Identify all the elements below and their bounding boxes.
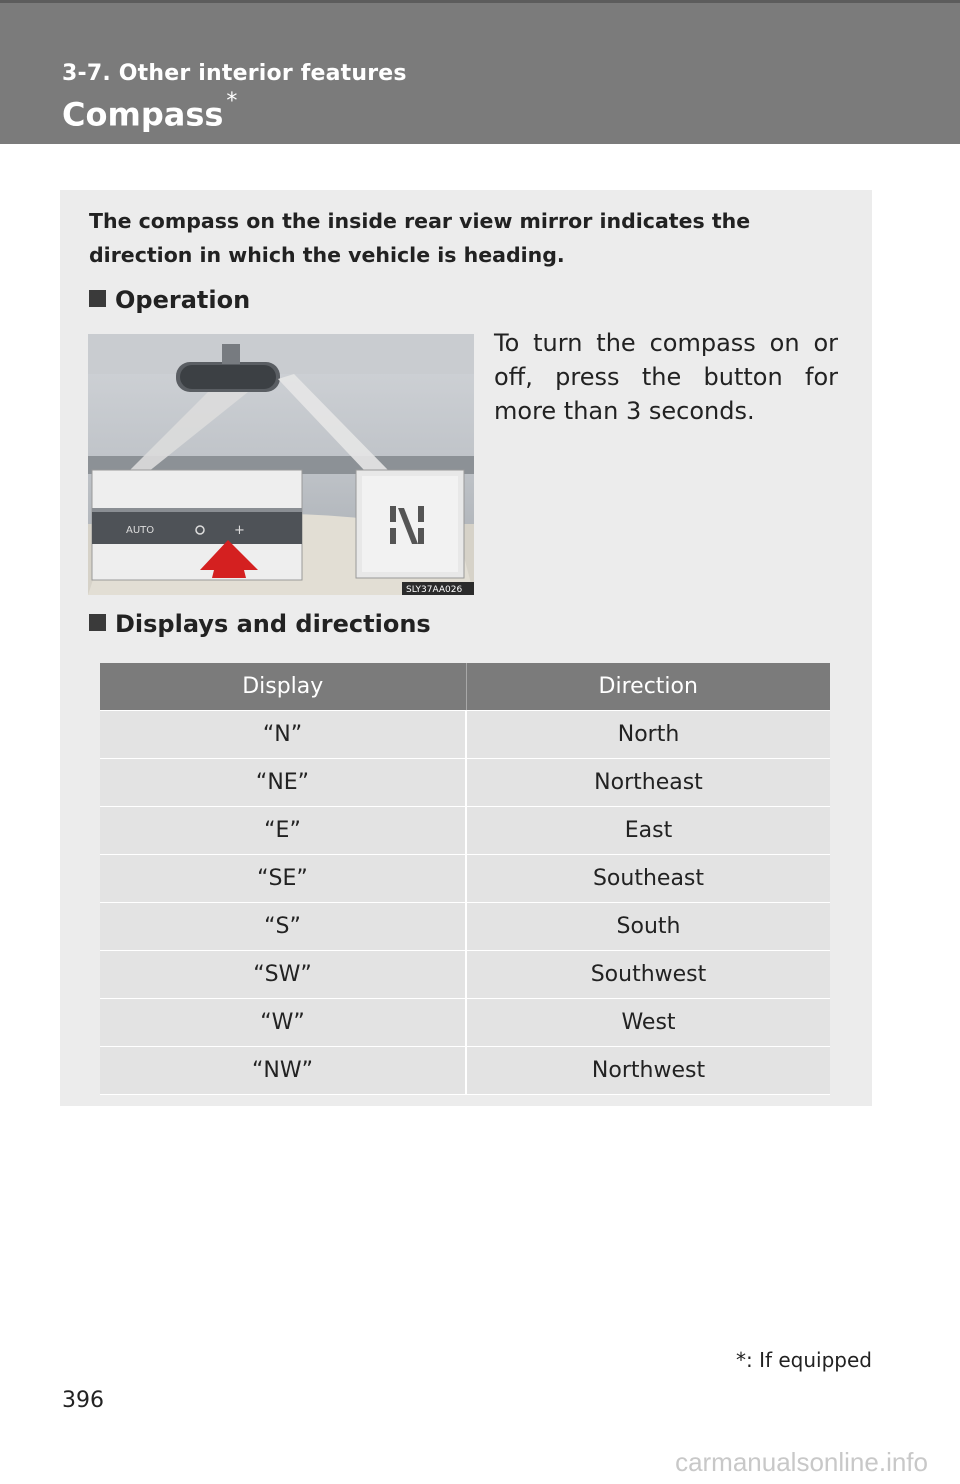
equipped-mark: * — [226, 89, 238, 114]
operation-text: To turn the compass on or off, press the button for more than 3 seconds. — [494, 329, 838, 425]
displays-heading-text: Displays and directions — [115, 610, 431, 638]
display-cell: “SW” — [100, 951, 466, 999]
display-cell: “SE” — [100, 855, 466, 903]
display-cell: “NE” — [100, 759, 466, 807]
directions-table — [100, 663, 830, 1095]
table-row — [100, 999, 830, 1047]
svg-text:+: + — [234, 523, 245, 538]
section-label: 3-7. Other interior features — [62, 61, 407, 86]
direction-cell: Southeast — [466, 855, 830, 903]
footnote: *: If equipped — [735, 1348, 872, 1372]
square-bullet-icon — [89, 290, 106, 307]
column-header-display: Display — [100, 663, 466, 711]
display-cell: “N” — [100, 711, 466, 759]
display-cell: “NW” — [100, 1047, 466, 1095]
display-cell: “W” — [100, 999, 466, 1047]
mirror-illustration — [88, 334, 474, 595]
page-title — [62, 89, 238, 134]
mirror-illustration-svg — [88, 334, 474, 595]
square-bullet-icon — [89, 614, 106, 631]
display-cell: “S” — [100, 903, 466, 951]
direction-cell: Southwest — [466, 951, 830, 999]
direction-cell: Northwest — [466, 1047, 830, 1095]
table-header-row — [100, 663, 830, 711]
table-row — [100, 855, 830, 903]
display-cell: “E” — [100, 807, 466, 855]
direction-cell: East — [466, 807, 830, 855]
direction-cell: South — [466, 903, 830, 951]
table-row — [100, 951, 830, 999]
intro-text: The compass on the inside rear view mirror indicates the direction in which the vehicle is heading. — [89, 209, 751, 267]
direction-cell: Northeast — [466, 759, 830, 807]
page-header — [0, 0, 960, 144]
watermark-link[interactable]: carmanualsonline.info — [675, 1447, 928, 1477]
svg-text:AUTO: AUTO — [126, 525, 155, 536]
direction-cell: North — [466, 711, 830, 759]
direction-cell: West — [466, 999, 830, 1047]
table-row — [100, 903, 830, 951]
operation-heading — [89, 286, 250, 314]
displays-heading — [89, 610, 431, 638]
operation-heading-text: Operation — [115, 286, 251, 314]
table-row — [100, 1047, 830, 1095]
page-number: 396 — [62, 1388, 104, 1413]
content-box — [60, 190, 872, 1106]
table-row — [100, 807, 830, 855]
figure-code: SLY37AA026 — [406, 585, 463, 595]
table-row — [100, 759, 830, 807]
column-header-direction: Direction — [466, 663, 830, 711]
page-title-text: Compass — [62, 95, 224, 134]
table-row — [100, 711, 830, 759]
